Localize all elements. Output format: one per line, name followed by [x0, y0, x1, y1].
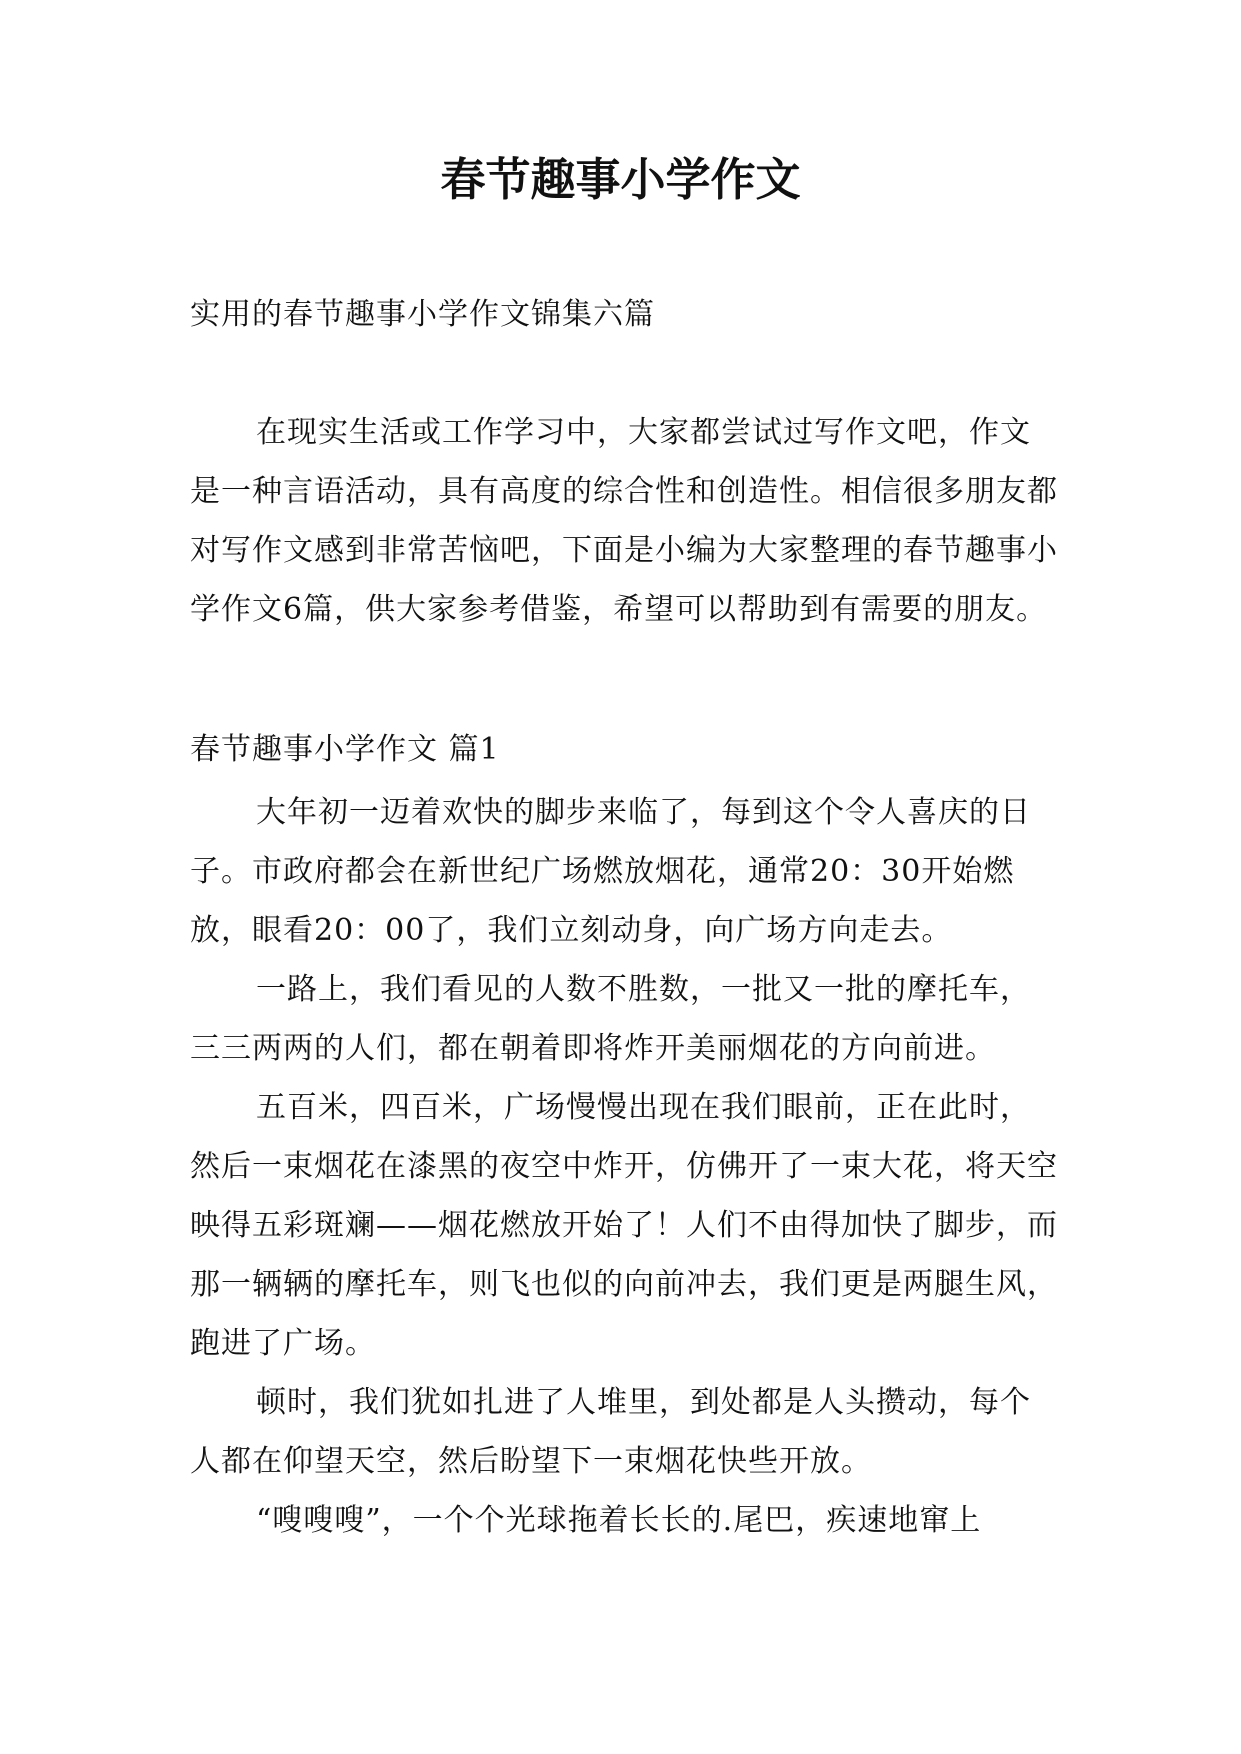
section-heading: 春节趣事小学作文 篇1	[190, 732, 500, 767]
essay-paragraph: 顿时，我们犹如扎进了人堆里，到处都是人头攒动，每个人都在仰望天空，然后盼望下一束烟花快些开放。	[190, 1385, 1031, 1479]
essay-body	[190, 783, 1060, 1550]
essay-paragraph: “嗖嗖嗖”，一个个光球拖着长长的.尾巴，疾速地窜上	[256, 1503, 982, 1538]
essay-paragraph: 一路上，我们看见的人数不胜数，一批又一批的摩托车，三三两两的人们，都在朝着即将炸开美丽烟花的方向前进。	[190, 972, 1031, 1066]
document-title: 春节趣事小学作文	[440, 153, 801, 206]
essay-paragraph: 五百米，四百米，广场慢慢出现在我们眼前，正在此时，然后一束烟花在漆黑的夜空中炸开，仿佛开了一束大花，将天空映得五彩斑斓——烟花燃放开始了！人们不由得加快了脚步，而那一辆辆的摩托车，则飞也似的向前冲去，我们更是两腿生风，跑进了广场。	[190, 1090, 1058, 1361]
document-subtitle: 实用的春节趣事小学作文锦集六篇	[190, 297, 655, 332]
essay-paragraph: 大年初一迈着欢快的脚步来临了，每到这个令人喜庆的日子。市政府都会在新世纪广场燃放烟花，通常20：30开始燃放，眼看20：00了，我们立刻动身，向广场方向走去。	[190, 795, 1031, 948]
intro-paragraph: 在现实生活或工作学习中，大家都尝试过写作文吧，作文是一种言语活动，具有高度的综合性和创造性。相信很多朋友都对写作文感到非常苦恼吧，下面是小编为大家整理的春节趣事小学作文6篇，供大家参考借鉴，希望可以帮助到有需要的朋友。	[190, 415, 1058, 627]
